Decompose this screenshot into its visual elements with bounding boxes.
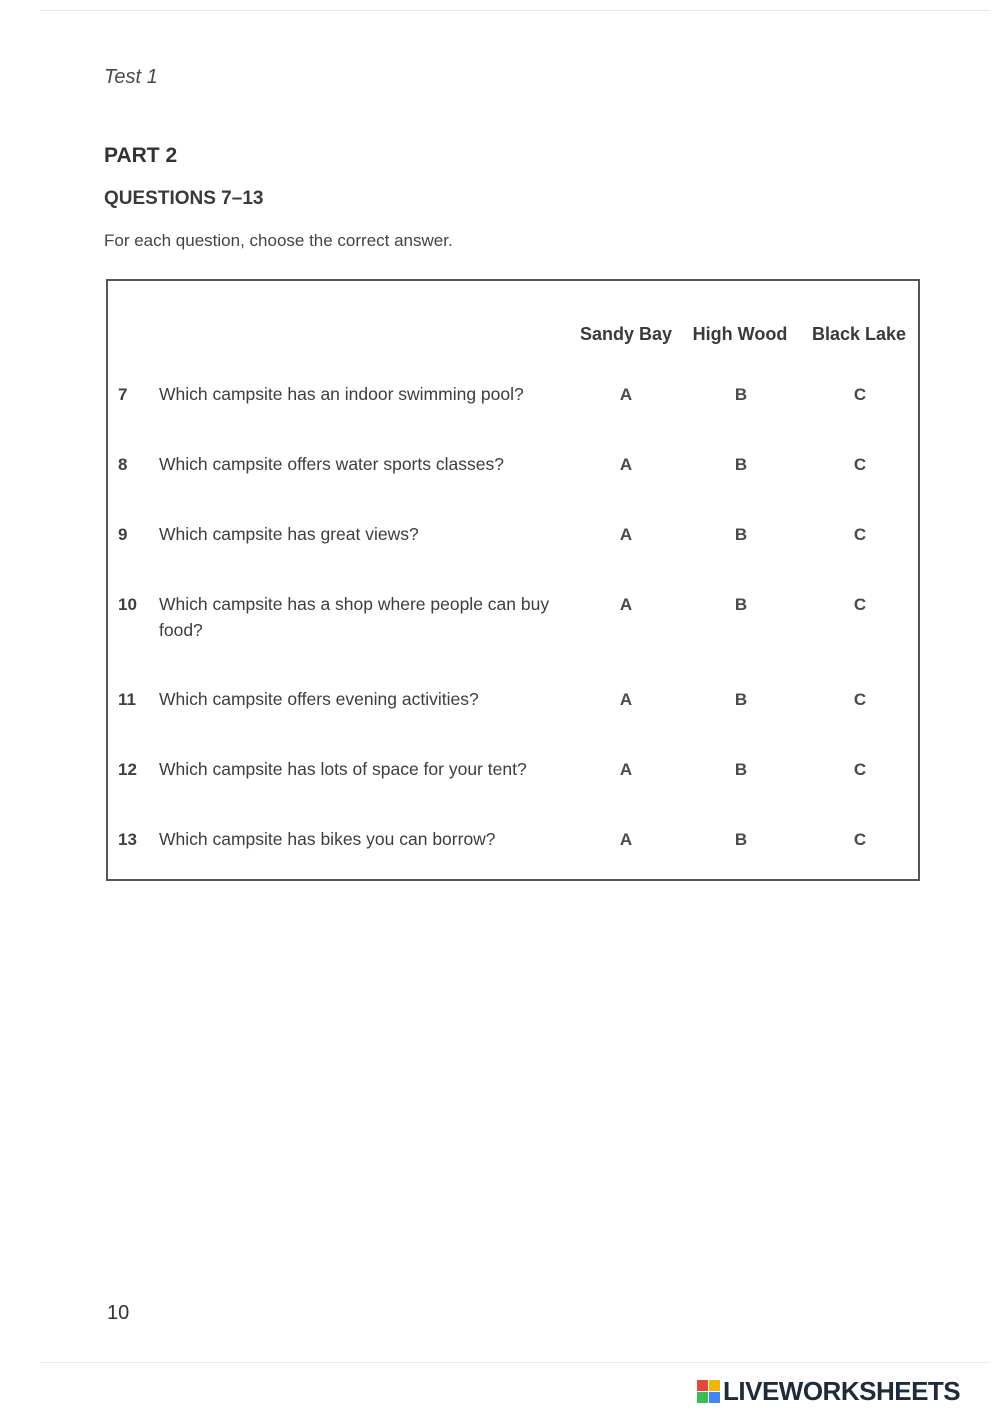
question-row-9	[108, 525, 918, 575]
option-c[interactable]: C	[853, 760, 867, 779]
page-number: 10	[107, 1302, 130, 1324]
option-a[interactable]: A	[619, 595, 633, 614]
option-a[interactable]: A	[619, 830, 633, 849]
liveworksheets-wordmark: LIVEWORKSHEETS	[723, 1375, 961, 1406]
logo-cell-blue	[709, 1392, 720, 1403]
option-b[interactable]: B	[734, 690, 748, 709]
option-c[interactable]: C	[853, 595, 867, 614]
question-row-13	[108, 830, 918, 880]
question-row-12	[108, 760, 918, 810]
question-number: 9	[118, 525, 128, 544]
option-a[interactable]: A	[619, 690, 633, 709]
option-c[interactable]: C	[853, 525, 867, 544]
question-text: Which campsite has an indoor swimming pool?	[159, 384, 524, 404]
question-text: Which campsite has bikes you can borrow?	[159, 829, 496, 849]
top-rule	[40, 10, 990, 11]
question-text: Which campsite offers water sports classes?	[159, 454, 504, 474]
option-b[interactable]: B	[734, 760, 748, 779]
column-header-black-lake: Black Lake	[811, 324, 907, 344]
question-number: 8	[118, 455, 128, 474]
question-number: 11	[118, 690, 136, 709]
question-row-7	[108, 385, 918, 435]
option-a[interactable]: A	[619, 385, 633, 404]
logo-cell-yellow	[709, 1380, 720, 1391]
question-table	[106, 279, 920, 881]
question-row-10	[108, 595, 918, 645]
column-header-high-wood: High Wood	[692, 324, 788, 344]
question-row-8	[108, 455, 918, 505]
logo-cell-green	[697, 1392, 708, 1403]
option-c[interactable]: C	[853, 455, 867, 474]
column-header-sandy-bay: Sandy Bay	[579, 324, 673, 344]
option-c[interactable]: C	[853, 385, 867, 404]
option-b[interactable]: B	[734, 455, 748, 474]
question-number: 7	[118, 385, 128, 404]
instruction-text: For each question, choose the correct answer.	[104, 231, 453, 250]
test-label: Test 1	[104, 66, 158, 88]
part-title: PART 2	[104, 144, 178, 167]
logo-cell-red	[697, 1380, 708, 1391]
question-text: Which campsite has great views?	[159, 524, 419, 544]
question-text: Which campsite has lots of space for your tent?	[159, 759, 527, 779]
option-b[interactable]: B	[734, 830, 748, 849]
option-c[interactable]: C	[853, 830, 867, 849]
question-number: 10	[118, 595, 137, 614]
question-row-11	[108, 690, 918, 740]
liveworksheets-brand[interactable]	[697, 1377, 960, 1405]
option-a[interactable]: A	[619, 455, 633, 474]
question-text: Which campsite offers evening activities?	[159, 689, 479, 709]
option-a[interactable]: A	[619, 525, 633, 544]
option-b[interactable]: B	[734, 525, 748, 544]
option-b[interactable]: B	[734, 385, 748, 404]
question-number: 12	[118, 760, 137, 779]
option-c[interactable]: C	[853, 690, 867, 709]
question-number: 13	[118, 830, 137, 849]
bottom-rule	[40, 1362, 990, 1363]
liveworksheets-logo-icon	[697, 1380, 720, 1403]
questions-title: QUESTIONS 7–13	[104, 188, 264, 209]
option-b[interactable]: B	[734, 595, 748, 614]
question-text: Which campsite has a shop where people can buy food?	[159, 594, 550, 640]
option-a[interactable]: A	[619, 760, 633, 779]
